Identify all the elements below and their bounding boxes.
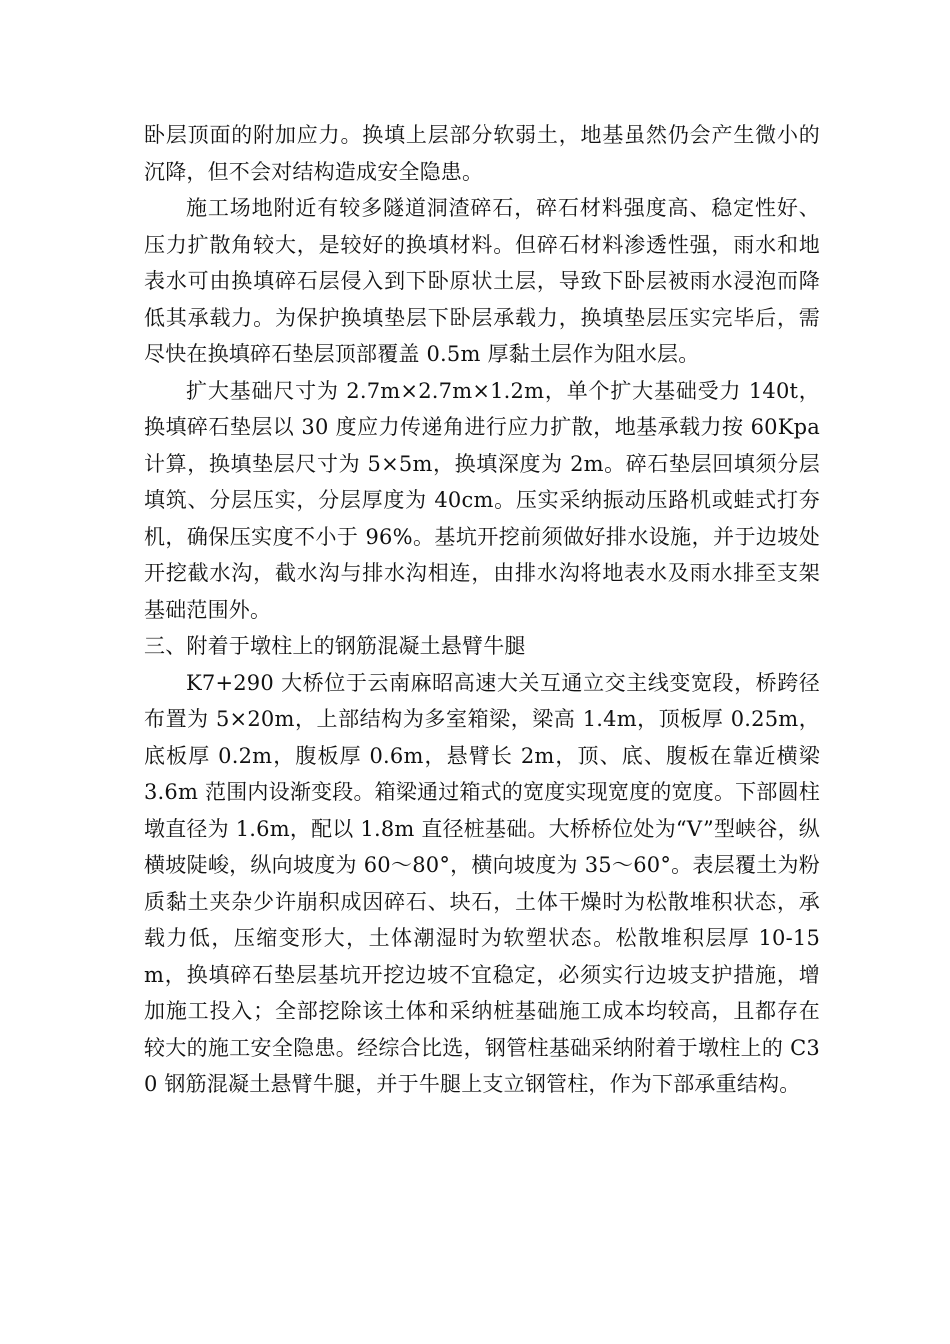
paragraph-2: 施工场地附近有较多隧道洞渣碎石，碎石材料强度高、稳定性好、压力扩散角较大，是较好的换填材料。但碎石材料渗透性强，雨水和地表水可由换填碎石层侵入到下卧原状土层，导致下卧层被雨水浸泡而降低其承载力。为保护换填垫层下卧层承载力，换填垫层压实完毕后，需尽快在换填碎石垫层顶部覆盖 0.5m 厚黏土层作为阻水层。 (144, 196, 820, 366)
section-heading: 三、附着于墩柱上的钢筋混凝土悬臂牛腿 (144, 634, 526, 658)
paragraph-1: 卧层顶面的附加应力。换填上层部分软弱土，地基虽然仍会产生微小的沉降，但不会对结构造成安全隐患。 (144, 123, 820, 184)
paragraph-4: K7+290 大桥位于云南麻昭高速大关互通立交主线变宽段，桥跨径布置为 5×20m，上部结构为多室箱梁，梁高 1.4m，顶板厚 0.25m，底板厚 0.2m，腹板厚 0.6m，悬臂长 2m，顶、底、腹板在靠近横梁 3.6m 范围内设渐变段。箱梁通过箱式的宽度实现宽度的宽度。下部圆柱墩直径为 1.6m，配以 1.8m 直径桩基础。大桥桥位处为“V”型峡谷，纵横坡陡峻，纵向坡度为 60～80°，横向坡度为 35～60°。表层覆土为粉质黏土夹杂少许崩积成因碎石、块石，土体干燥时为松散堆积状态，承载力低，压缩变形大，土体潮湿时为软塑状态。松散堆积层厚 10-15m，换填碎石垫层基坑开挖边坡不宜稳定，必须实行边坡支护措施，增加施工投入；全部挖除该土体和采纳桩基础施工成本均较高，且都存在较大的施工安全隐患。经综合比选，钢管柱基础采纳附着于墩柱上的 C30 钢筋混凝土悬臂牛腿，并于牛腿上支立钢管柱，作为下部承重结构。 (144, 670, 820, 1096)
document-body (144, 117, 820, 1103)
paragraph-3: 扩大基础尺寸为 2.7m×2.7m×1.2m，单个扩大基础受力 140t，换填碎石垫层以 30 度应力传递角进行应力扩散，地基承载力按 60Kpa 计算，换填垫层尺寸为 5×5m，换填深度为 2m。碎石垫层回填须分层填筑、分层压实，分层厚度为 40cm。压实采纳振动压路机或蛙式打夯机，确保压实度不小于 96%。基坑开挖前须做好排水设施，并于边坡处开挖截水沟，截水沟与排水沟相连，由排水沟将地表水及雨水排至支架基础范围外。 (144, 378, 820, 622)
